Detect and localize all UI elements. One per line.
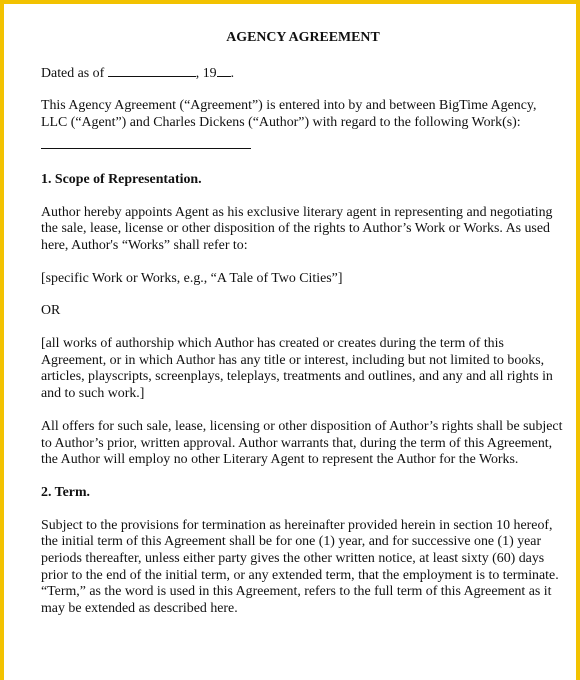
document-title: AGENCY AGREEMENT — [226, 30, 380, 45]
section-2-heading: 2. Term. — [41, 484, 91, 500]
work-title-blank — [41, 148, 251, 149]
date-blank — [108, 63, 196, 77]
document-body — [41, 30, 563, 634]
section-1-paragraph-1: Author hereby appoints Agent as his exclusive literary agent in representing and negotiating the sale, lease, license or other disposition of the rights to Author’s Work or Works. As used here, Author's “Works” shall refer to: — [41, 204, 553, 253]
section-1-heading: 1. Scope of Representation. — [41, 171, 202, 187]
dated-line — [41, 63, 563, 83]
section-1-paragraph-4: [all works of authorship which Author has created or creates during the term of this Agreement, or in which Author has any title or interest, including but not limited to books, articles, playscripts, screenplays, teleplays, treatments and outlines, and any and all rights in and to such work.] — [41, 336, 553, 402]
section-1-paragraph-3: OR — [41, 303, 61, 319]
dated-middle: , 19 — [195, 65, 217, 81]
section-1-paragraph-2: [specific Work or Works, e.g., “A Tale of Two Cities”] — [41, 270, 343, 286]
year-blank — [217, 63, 231, 77]
dated-suffix: . — [230, 65, 235, 81]
section-2-paragraph-1: Subject to the provisions for termination as hereinafter provided herein in section 10 hereof, the initial term of this Agreement shall be for one (1) year, and for successive one (1) year periods thereafter, unless either party gives the other written notice, at least sixty (60) days prior to the end of the initial term, or any extended term, that the employment is to terminate. “Term,” as the word is used in this Agreement, refers to the full term of this Agreement as it may be extended as described here. — [41, 517, 559, 617]
section-1-paragraph-5: All offers for such sale, lease, licensing or other disposition of Author’s rights shall be subject to Author’s prior, written approval. Author warrants that, during the term of this Agreement, the Author will employ no other Literary Agent to represent the Author for the Works. — [41, 418, 563, 468]
intro-paragraph: This Agency Agreement (“Agreement”) is entered into by and between BigTime Agency, LLC (“Agent”) and Charles Dickens (“Author”) with regard to the following Work(s): — [41, 98, 537, 131]
document-page — [4, 4, 576, 680]
dated-prefix: Dated as of — [41, 65, 105, 81]
